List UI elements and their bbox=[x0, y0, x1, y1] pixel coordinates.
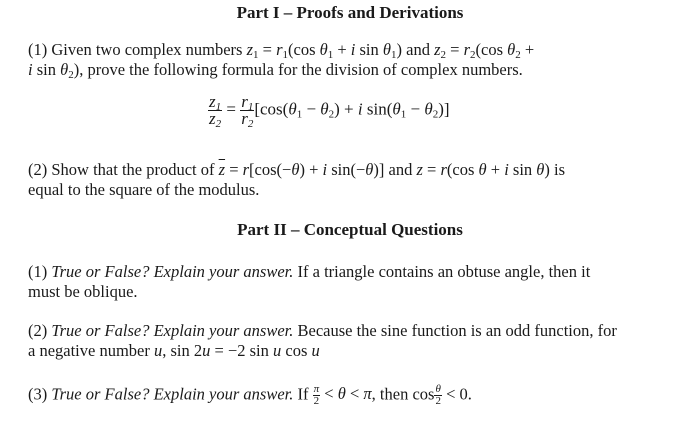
division-formula: $\frac{z_1}{z_2}$ = $\frac{r_1}{r_2}$ [$\cos(\theta_1 - \theta_2) + i$ $\sin(\theta_1 - \theta_2)$] bbox=[209, 92, 450, 130]
question-text: If bbox=[297, 384, 309, 404]
question-text: a negative number bbox=[28, 341, 150, 360]
part2-question1-line1 bbox=[28, 262, 590, 281]
question-text: If a triangle contains an obtuse angle, then it bbox=[297, 262, 591, 281]
math-identity: u, sin 2u = −2 sin u cos u bbox=[154, 341, 320, 360]
question-number: (3) bbox=[28, 384, 48, 404]
part2-question3-line1: (3) True or False? Explain your answer. If $\frac{\pi}{2}$ < θ < π, then cos $\frac{\theta}{2}$ < 0. bbox=[28, 383, 472, 407]
part1-question2-line2: equal to the square of the modulus. bbox=[28, 180, 260, 199]
math-z2-definition: $z_2 = r_2(\cos$ $\theta_2$ + bbox=[434, 40, 535, 61]
math-inequality: $\frac{\pi}{2}$ < θ < π bbox=[313, 383, 372, 407]
math-z1-definition: $z_1 = r_1(\cos$ $\theta_1 + i$ $\sin \theta_1$) bbox=[246, 40, 403, 61]
conjunction: and bbox=[388, 160, 413, 179]
question-prompt: True or False? Explain your answer. bbox=[51, 321, 294, 340]
part2-heading: Part II – Conceptual Questions bbox=[237, 220, 463, 239]
part2-question2-line2 bbox=[28, 341, 320, 360]
math-z2-continued: i $\sin \theta_2$) bbox=[28, 60, 80, 81]
part2-question2-line1 bbox=[28, 321, 617, 340]
part1-question1-line2 bbox=[28, 60, 523, 79]
part1-question2-line1 bbox=[28, 160, 565, 179]
question-prompt: True or False? Explain your answer. bbox=[51, 262, 294, 281]
question-text: Show that the product of bbox=[51, 160, 215, 179]
question-number: (1) bbox=[28, 40, 48, 59]
question-number: (2) bbox=[28, 160, 48, 179]
question-number: (2) bbox=[28, 321, 48, 340]
math-zbar-definition: $\overline{z} = r[\cos(-\theta) + i$ sin(−θ)] bbox=[218, 160, 385, 179]
question-number: (1) bbox=[28, 262, 48, 281]
question-text: Because the sine function is an odd function, for bbox=[297, 321, 617, 340]
fraction-theta-over-2: $\frac{\theta}{2}$ bbox=[435, 383, 441, 407]
question-text: , prove the following formula for the division of complex numbers. bbox=[79, 60, 523, 79]
math-z-definition: z = r(cos θ + i sin θ) bbox=[416, 160, 550, 179]
question-text: , then cos bbox=[371, 384, 435, 404]
conjunction: and bbox=[406, 40, 430, 59]
part1-question1-line1 bbox=[28, 40, 534, 59]
question-prompt: True or False? Explain your answer. bbox=[51, 384, 294, 404]
question-text: is bbox=[554, 160, 566, 179]
fraction-pi-over-2: $\frac{\pi}{2}$ bbox=[313, 383, 320, 407]
part2-question1-line2: must be oblique. bbox=[28, 282, 138, 301]
fraction-z1-over-z2: $\frac{z_1}{z_2}$ bbox=[209, 92, 222, 130]
question-text: Given two complex numbers bbox=[51, 40, 243, 59]
part1-heading: Part I – Proofs and Derivations bbox=[236, 3, 464, 22]
fraction-r1-over-r2: $\frac{r_1}{r_2}$ bbox=[241, 92, 254, 130]
